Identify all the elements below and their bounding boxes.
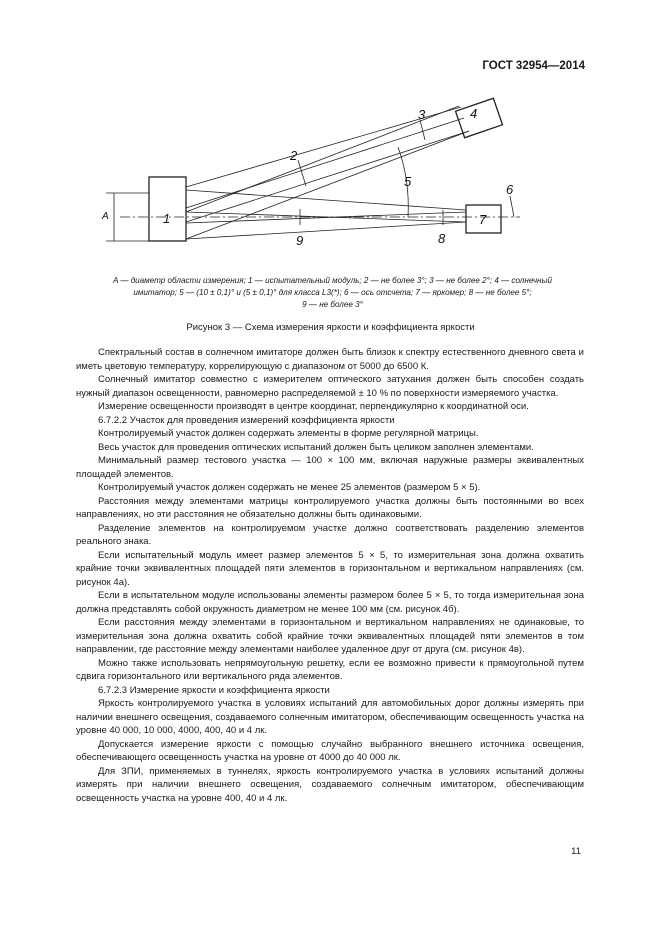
test-module-box: [149, 177, 186, 241]
label-4: 4: [470, 106, 478, 121]
paragraph: Разделение элементов на контролируемом участке должно соответствовать разделению элементов реального знака.: [76, 522, 584, 547]
label-5: 5: [404, 174, 412, 189]
paragraph: Можно также использовать непрямоугольную решетку, если ее возможно привести к прямоугольной путем сдвига горизонтального или вертикального ряда элементов.: [76, 657, 584, 682]
caption-line: 9 — не более 3°: [302, 300, 363, 309]
label-a: A: [102, 211, 109, 222]
section-heading: 6.7.2.2 Участок для проведения измерений коэффициента яркости: [98, 414, 395, 426]
figure-caption: [60, 275, 605, 311]
paragraph: Расстояния между элементами матрицы контролируемого участка должны быть постоянными во всех направлениях, но эти расстояния не обязательно должны быть одинаковыми.: [76, 495, 584, 520]
page-number: 11: [571, 846, 581, 857]
label-2: 2: [290, 148, 298, 163]
label-9: 9: [296, 233, 304, 248]
label-1: 1: [163, 211, 171, 226]
paragraph: Контролируемый участок должен содержать не менее 25 элементов (размером 5 × 5).: [98, 482, 481, 493]
paragraph: Допускается измерение яркости с помощью случайно выбранного внешнего источника освещения, обеспечивающего освещенность участка на уровне от 4000 до 40 000 лк.: [76, 738, 584, 763]
label-7: 7: [479, 212, 487, 227]
measurement-diagram: [0, 0, 661, 275]
standard-header: ГОСТ 32954—2014: [482, 60, 585, 72]
paragraph: Если в испытательном модуле использованы элементы размером более 5 × 5, то тогда измерительная зона должна представлять собой окружность диаметром не менее 100 мм (см. рисунок 4б).: [76, 590, 584, 615]
paragraph: Солнечный имитатор совместно с измерителем оптического затухания должен быть способен создать нужный диапазон освещенности, равномерно распределяемой ± 10 % по поверхности измеряемого участка.: [76, 374, 584, 399]
solar-simulator-box: [456, 98, 503, 137]
caption-line: A — диаметр области измерения; 1 — испытательный модуль; 2 — не более 3°; 3 — не более 2°; 4 — солнечный: [113, 276, 552, 285]
paragraph: Весь участок для проведения оптических испытаний должен быть целиком заполнен элементами.: [98, 441, 534, 453]
paragraph: Контролируемый участок должен содержать элементы в форме регулярной матрицы.: [98, 428, 479, 439]
paragraph: Измерение освещенности производят в центре координат, перпендикулярно к координатной оси.: [98, 401, 529, 412]
label-3: 3: [418, 107, 426, 122]
paragraph: Для ЗПИ, применяемых в туннелях, яркость контролируемого участка в условиях испытаний должны измерять при наличии внешнего освещения, создаваемого солнечным имитатором, обеспечивающим освещенность участка на уровне 400, 40 и 4 лк.: [76, 765, 584, 804]
paragraph: Спектральный состав в солнечном имитаторе должен быть близок к спектру естественного дневного света и иметь цветовую температуру, коррелирующую с диапазоном от 5000 до 6500 К.: [76, 347, 584, 372]
caption-line: имитатор; 5 — (10 ± 0,1)° и (5 ± 0,1)° для класса L3(*); 6 — ось отсчета; 7 — яркомер; 8 — не более 5°;: [133, 288, 532, 297]
paragraph: Яркость контролируемого участка в условиях испытаний для автомобильных дорог должны измерять при наличии внешнего освещения, создаваемого солнечным имитатором, обеспечивающим освещенность участка на уровне 40 000, 10 000, 4000, 400, 40 и 4 лк.: [76, 698, 584, 736]
paragraph: Если расстояния между элементами в горизонтальном и вертикальном направлениях не одинаковые, то измерительная зона должна охватить собой крайние точки эквивалентных площадей пяти элементов в том направлении, где расстояние между элементами наиболее удаленное друг от друга (см. рисунок 4в).: [76, 617, 584, 655]
paragraph: Минимальный размер тестового участка — 100 × 100 мм, включая наружные размеры эквивалентных площадей элементов.: [76, 455, 584, 480]
figure-title: Рисунок 3 — Схема измерения яркости и коэффициента яркости: [186, 322, 475, 333]
paragraph: Если испытательный модуль имеет размер элементов 5 × 5, то измерительная зона должна охватить крайние точки эквивалентных площадей пяти элементов в горизонтальном и вертикальном направлениях (см. рисунок 4а).: [76, 549, 584, 588]
section-heading: 6.7.2.3 Измерение яркости и коэффициента яркости: [98, 684, 330, 696]
body-text: [76, 346, 584, 805]
label-8: 8: [438, 231, 446, 246]
label-6: 6: [506, 182, 514, 197]
